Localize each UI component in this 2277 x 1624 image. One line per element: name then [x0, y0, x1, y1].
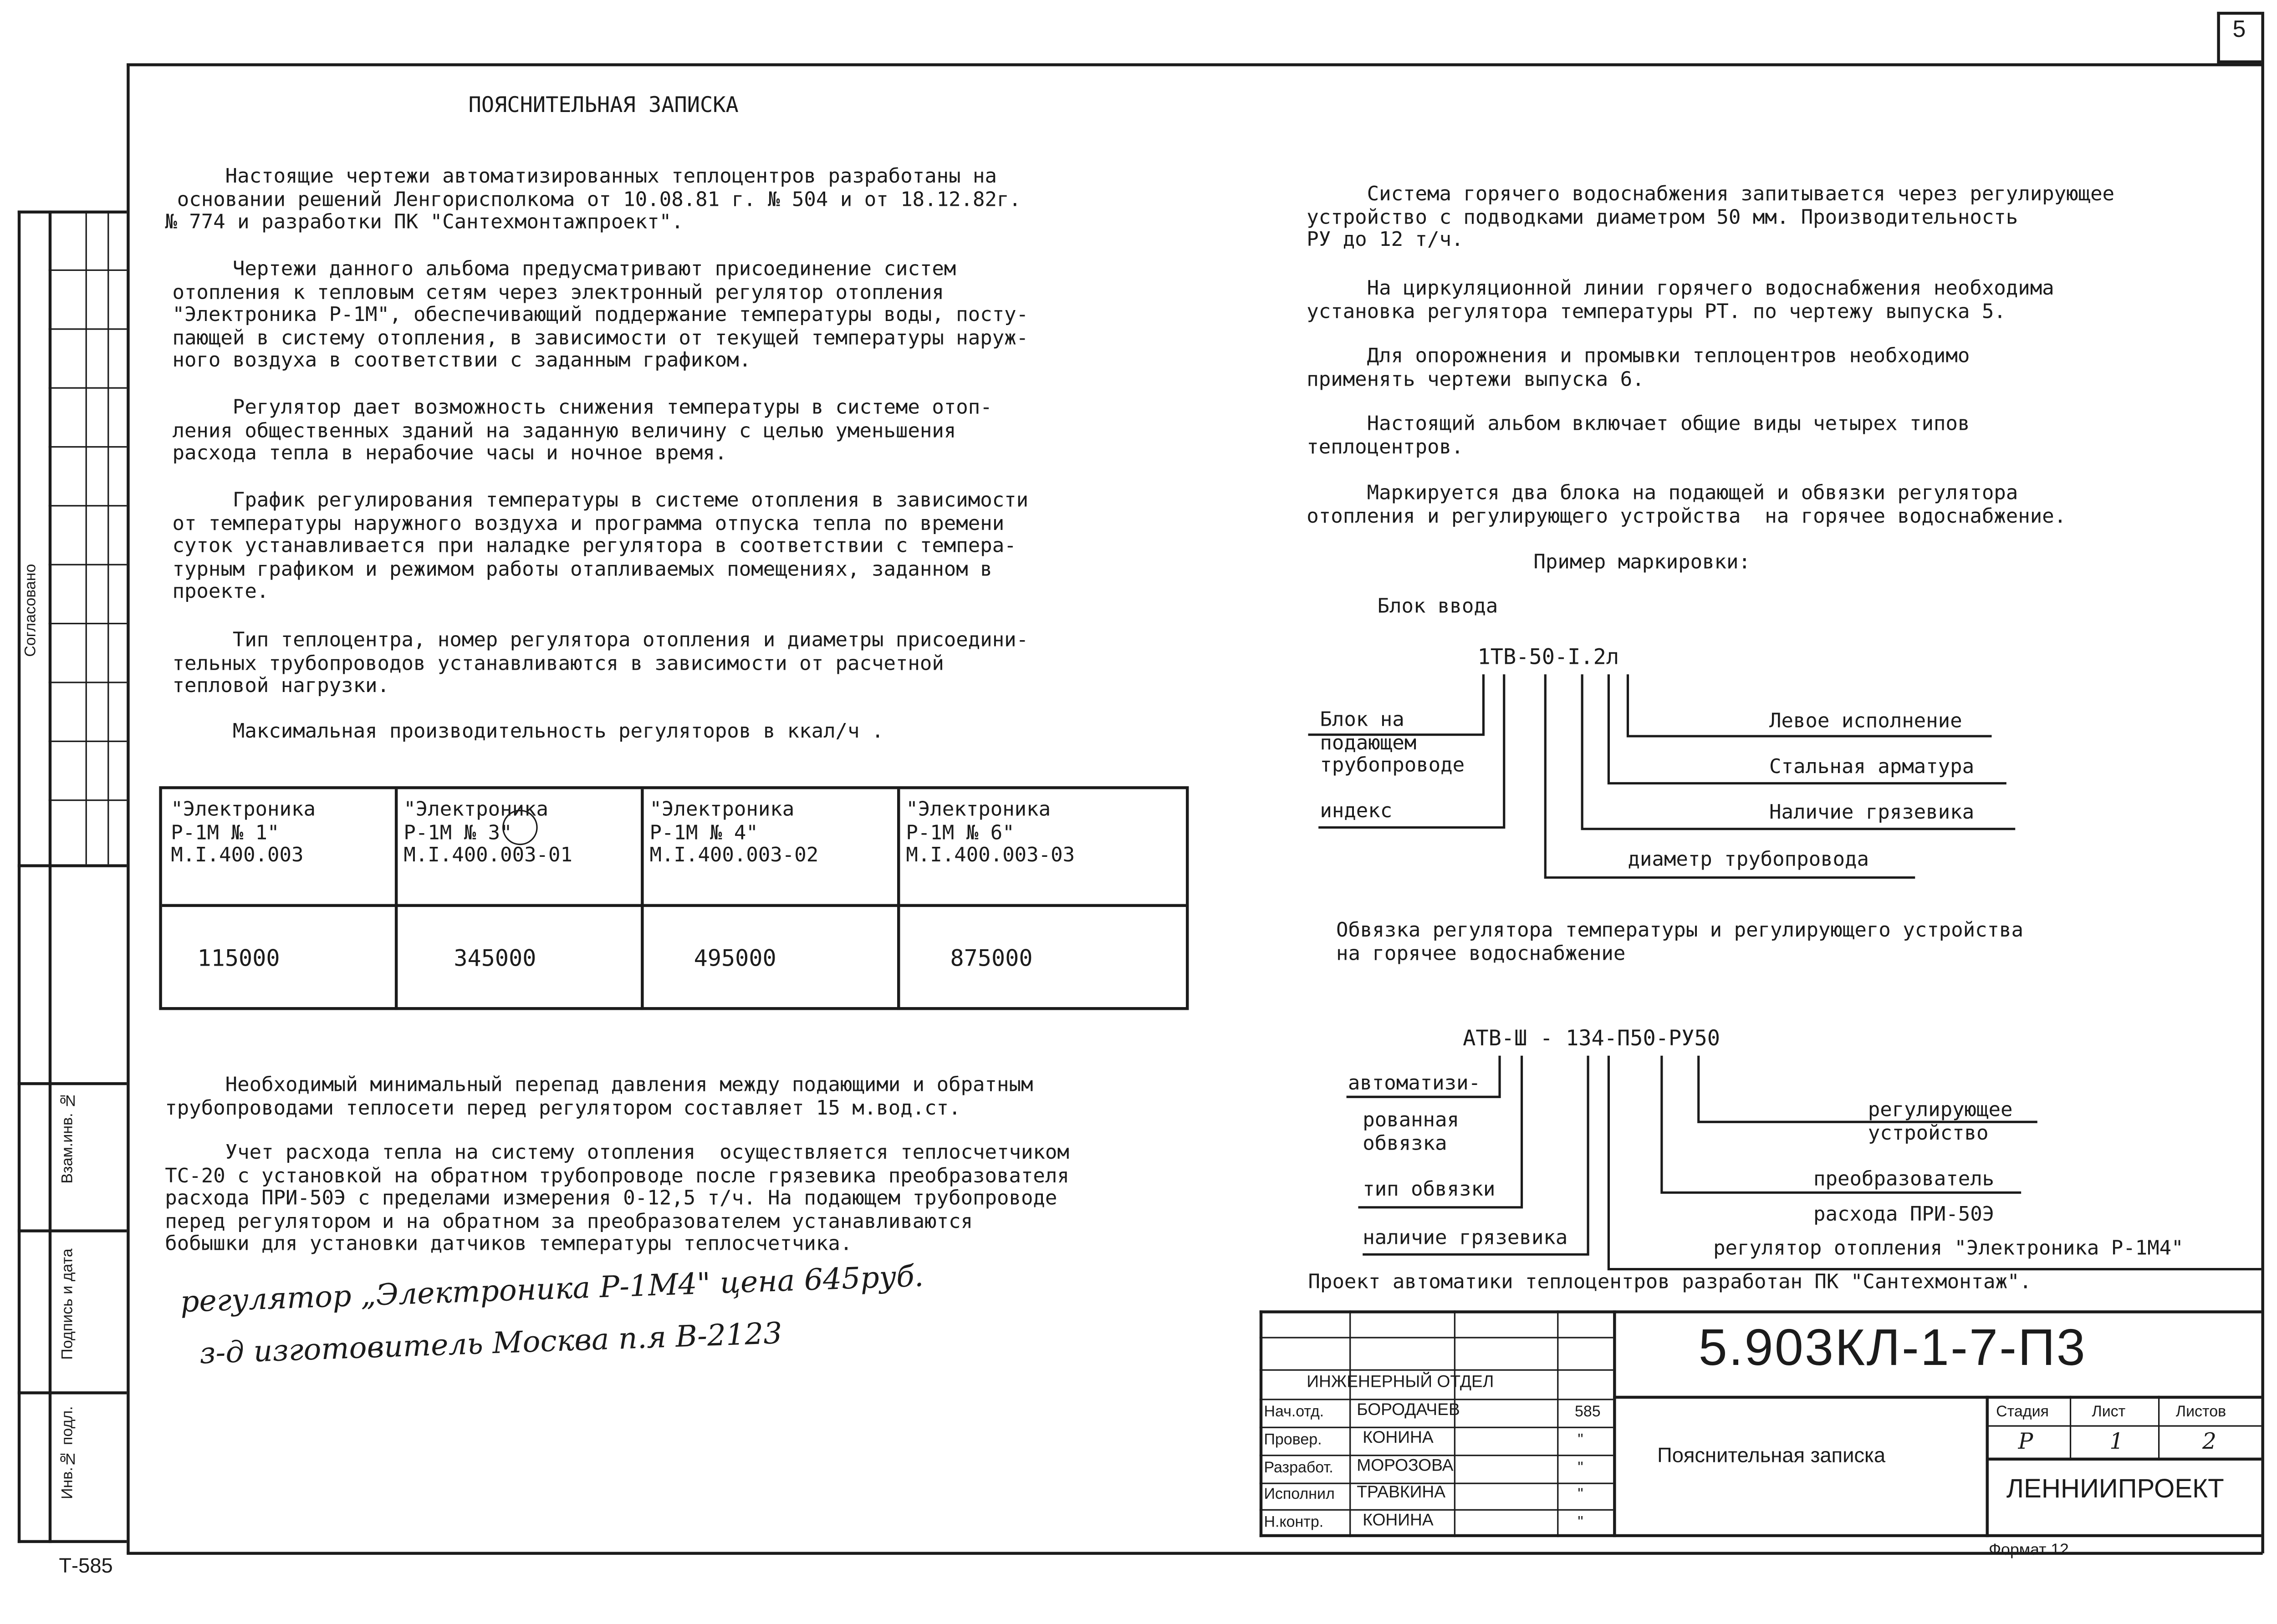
- callout-left: Левое исполнение: [1769, 709, 1962, 733]
- table-header-cell: "Электроника Р-1М № 6" М.I.400.003-03: [906, 798, 1075, 868]
- tb-org: ЛЕННИИПРОЕКТ: [2006, 1474, 2224, 1503]
- handwritten-note-1: регулятор „Электроника Р-1М4" цена 645руб.: [179, 1257, 924, 1319]
- tb-col: [2070, 1396, 2071, 1461]
- tb-date: 585: [1575, 1403, 1601, 1421]
- binding-callout-regulator: регулятор отопления "Электроника Р-1М4": [1713, 1237, 2184, 1261]
- tb-name: КОНИНА: [1363, 1430, 1434, 1447]
- tb-row: [1260, 1337, 1613, 1338]
- tb-name: ТРАВКИНА: [1357, 1484, 1446, 1502]
- right-paragraph-1: Система горячего водоснабжения запитывается через регулирующее устройство с подводками диаметром 50 мм. Производительность РУ до 12 т/ч.: [1307, 183, 2115, 252]
- callout-mud: Наличие грязевика: [1769, 801, 1975, 825]
- table-header-cell: "Электроника Р-1М № 3" М.I.400.003-01: [403, 798, 572, 868]
- side-label-replaced: Взам.инв. №: [59, 1091, 77, 1184]
- tb-role: Нач.отд.: [1264, 1403, 1324, 1421]
- tb-date: ": [1578, 1459, 1583, 1477]
- table-header-cell: "Электроника Р-1М № 4" М.I.400.003-02: [649, 798, 819, 868]
- tb-name: МОРОЗОВА: [1357, 1457, 1454, 1476]
- binding-callout-type: тип обвязки: [1363, 1178, 1496, 1201]
- tb-date: ": [1578, 1513, 1583, 1532]
- project-note: Проект автоматики теплоцентров разработан ПК "Сантехмонтаж".: [1308, 1270, 2032, 1294]
- tb-role: Исполнил: [1264, 1486, 1335, 1503]
- left-paragraph-3: Регулятор дает возможность снижения температуры в системе отоп- ления общественных зданий на заданную величину с целью уменьшения расхода тепла в нерабочие часы и ночное время.: [172, 396, 992, 466]
- binding-callout-auto2: рованная обвязка: [1363, 1109, 1460, 1156]
- right-paragraph-2: На циркуляционной линии горячего водоснабжения необходима установка регулятора температуры РТ. по чертежу выпуска 5.: [1307, 276, 2054, 324]
- tb-name: КОНИНА: [1363, 1512, 1434, 1530]
- right-paragraph-3: Для опорожнения и промывки теплоцентров необходимо применять чертежи выпуска 6.: [1307, 344, 1970, 391]
- sheet-number: 5: [2232, 17, 2246, 43]
- tb-date: ": [1578, 1431, 1583, 1449]
- corner-code: Т-585: [59, 1553, 113, 1577]
- left-paragraph-2: Чертежи данного альбома предусматривают присоединение систем отопления к тепловым сетям через электронный регулятор отопления "Электроника Р-1М", обеспечивающий поддержание температуры воды, посту- пающей в систему отопления, в зависимости от текущей температуры наруж- ного воздуха в соответствии с заданным графиком.: [172, 257, 1029, 373]
- left-paragraph-5: Тип теплоцентра, номер регулятора отопления и диаметры присоедини- тельных трубопроводов устанавливаются в зависимости от расчетной тепловой нагрузки.: [172, 628, 1029, 698]
- block-code: 1ТВ-50-I.2л: [1477, 646, 1619, 670]
- tb-doc-title: Пояснительная записка: [1657, 1443, 1886, 1466]
- tb-col: [1454, 1310, 1455, 1537]
- tb-sheets-header: Листов: [2175, 1403, 2226, 1421]
- tb-sheet-header: Лист: [2092, 1403, 2126, 1421]
- right-paragraph-4: Настоящий альбом включает общие виды четырех типов теплоцентров.: [1307, 412, 1970, 459]
- side-label-inv: Инв.№ подл.: [59, 1406, 77, 1499]
- tb-row: [1986, 1425, 2262, 1426]
- tb-date: ": [1578, 1486, 1583, 1503]
- side-label-agreed: Согласовано: [22, 564, 40, 657]
- tb-sheet: 1: [2109, 1428, 2124, 1455]
- binding-code: АТВ-Ш - 134-П50-РУ50: [1463, 1028, 1720, 1052]
- table-header-cell: "Электроника Р-1М № 1" М.I.400.003: [171, 798, 316, 868]
- binding-callout-conv1: преобразователь: [1813, 1167, 1995, 1191]
- binding-callout-mud: наличие грязевика: [1363, 1226, 1568, 1250]
- tb-dept: ИНЖЕНЕРНЫЙ ОТДЕЛ: [1307, 1374, 1494, 1392]
- left-paragraph-1: Настоящие чертежи автоматизированных теплоцентров разработаны на основании решений Ленгорисполкома от 10.08.81 г. № 504 и от 18.12.82г. № 774 и разработки ПК "Сантехмонтажпроект".: [165, 165, 1021, 234]
- left-paragraph-4: График регулирования температуры в системе отопления в зависимости от температуры наружного воздуха и программа отпуска тепла по времени суток устанавливается при наладке регулятора в соответствии с темпера- турным графиком и режимом работы отапливаемых помещениях, заданном в проекте.: [172, 489, 1029, 605]
- format-label: Формат 12: [1988, 1541, 2069, 1559]
- marking-heading: Пример маркировки:: [1533, 550, 1751, 575]
- tb-row: [1260, 1509, 1613, 1511]
- tb-role: Провер.: [1264, 1431, 1322, 1449]
- side-label-signature: Подпись и дата: [59, 1248, 77, 1360]
- callout-diameter: диаметр трубопровода: [1628, 848, 1869, 872]
- left-paragraph-7: Необходимый минимальный перепад давления между подающими и обратным трубопроводами теплосети перед регулятором составляет 15 м.вод.ст.: [165, 1073, 1033, 1120]
- tb-border-left: [1260, 1310, 1262, 1537]
- tb-col: [1557, 1310, 1558, 1537]
- table-value-cell: 345000: [454, 945, 536, 972]
- table-value-cell: 875000: [950, 945, 1033, 972]
- table-value-cell: 115000: [197, 945, 280, 972]
- tb-col: [2158, 1396, 2160, 1461]
- tb-row: [1260, 1427, 1613, 1428]
- tb-col: [1986, 1396, 1989, 1537]
- tb-sheets: 2: [2202, 1428, 2216, 1455]
- table-value-cell: 495000: [694, 945, 776, 972]
- tb-name: БОРОДАЧЕВ: [1357, 1401, 1460, 1420]
- binding-heading: Обвязка регулятора температуры и регулирующего устройства на горячее водоснабжение: [1336, 918, 2023, 966]
- handwritten-note-2: з-д изготовитель Москва п.я В-2123: [199, 1315, 783, 1371]
- callout-steel: Стальная арматура: [1769, 755, 1975, 779]
- title-block: [1260, 1310, 2262, 1537]
- tb-row: [1260, 1399, 1613, 1400]
- binding-callout-device: регулирующее устройство: [1868, 1098, 2013, 1145]
- right-paragraph-5: Маркируется два блока на подающей и обвязки регулятора отопления и регулирующего устройства на горячее водоснабжение.: [1307, 481, 2067, 528]
- left-paragraph-8: Учет расхода тепла на систему отопления осуществляется теплосчетчиком ТС-20 с установкой на обратном трубопроводе после грязевика преобразователя расхода ПРИ-50Э с пределами измерения 0-12,5 т/ч. На подающем трубопроводе перед регулятором и на обратном за преобразователем устанавливаются бобышки для установки датчиков температуры теплосчетчика.: [165, 1141, 1069, 1257]
- binding-callout-conv2: расхода ПРИ-50Э: [1813, 1203, 1995, 1227]
- tb-row: [1986, 1458, 2262, 1461]
- tb-col: [1613, 1310, 1616, 1537]
- tb-row: [1260, 1455, 1613, 1456]
- tb-col: [1349, 1310, 1351, 1537]
- tb-stage-header: Стадия: [1996, 1403, 2049, 1421]
- block-label: Блок ввода: [1377, 595, 1498, 619]
- tb-role: Н.контр.: [1264, 1513, 1324, 1532]
- tb-doc-code: 5.903КЛ-1-7-П3: [1698, 1319, 2087, 1377]
- left-paragraph-6: Максимальная производительность регуляторов в ккал/ч .: [172, 720, 884, 744]
- callout-position: Блок на подающем трубопроводе: [1320, 708, 1465, 778]
- tb-row: [1260, 1369, 1613, 1371]
- tb-row: [1613, 1396, 2261, 1399]
- binding-callout-auto1: автоматизи-: [1348, 1072, 1481, 1096]
- callout-index: индекс: [1320, 799, 1393, 823]
- tb-border-bottom: [1260, 1534, 2262, 1537]
- tb-border-top: [1260, 1310, 2262, 1313]
- page-title: ПОЯСНИТЕЛЬНАЯ ЗАПИСКА: [468, 94, 739, 118]
- tb-stage: Р: [2018, 1428, 2033, 1455]
- tb-role: Разработ.: [1264, 1459, 1333, 1477]
